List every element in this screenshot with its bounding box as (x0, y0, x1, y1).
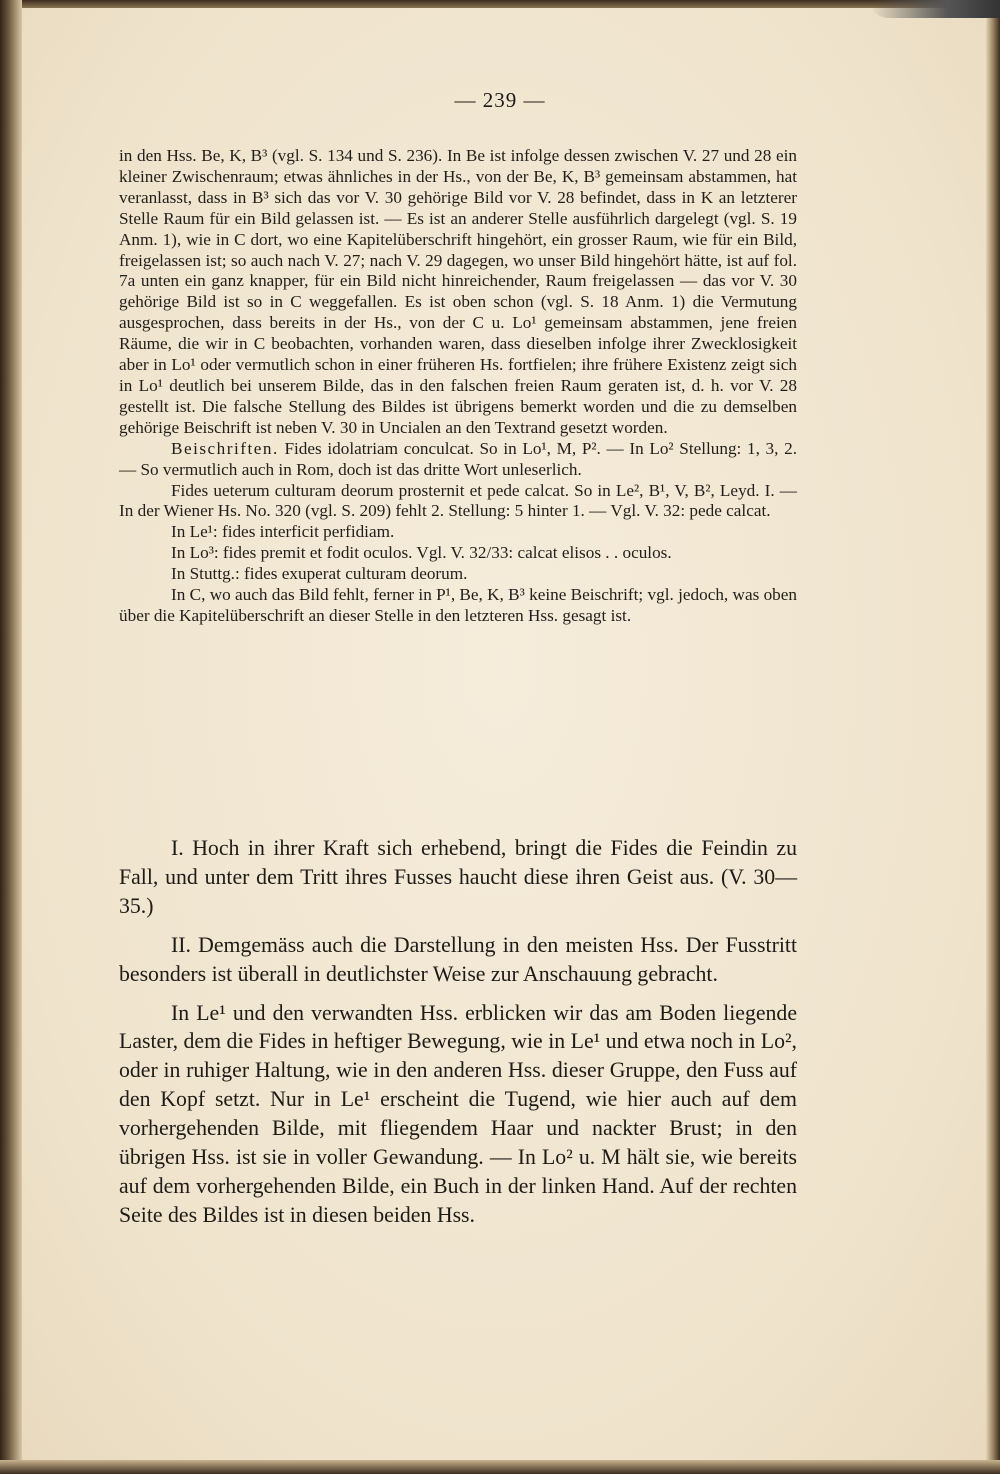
beischrift-line: Fides ueterum culturam deorum prosternit et pede calcat. So in Le², B¹, V, B², Leyd. I. — In der Wiener Hs. No. 320 (vgl. S. 209) fehlt 2. Stellung: 5 hinter 1. — Vgl. V. 32: pede calcat. (119, 480, 797, 521)
main-text-block (119, 834, 797, 1230)
main-paragraph-1: I. Hoch in ihrer Kraft sich erhebend, bringt die Fides die Feindin zu Fall, und unter dem Tritt ihres Fusses haucht diese ihren Geist aus. (V. 30—35.) (119, 836, 797, 918)
beischriften-first: Fides idolatriam conculcat. So in Lo¹, M, P². — In Lo² Stellung: 1, 3, 2. — So vermutlich auch in Rom, doch ist das dritte Wort unleserlich. (119, 438, 798, 479)
beischriften-paragraph (119, 439, 797, 481)
corner-shadow (870, 0, 1000, 18)
beischriften-heading: Beischriften. (171, 438, 279, 458)
main-paragraph-3: In Le¹ und den verwandten Hss. erblicken wir das am Boden liegende Laster, dem die Fides in heftiger Bewegung, wie in Le¹ und etwa noch in Lo², oder in ruhiger Haltung, wie in den anderen Hss. dieser Gruppe, den Fuss auf den Kopf setzt. Nur in Le¹ erscheint die Tugend, wie hier auch auf dem vorhergehenden Bilde, mit fliegendem Haar und nackter Brust; in den übrigen Hss. ist sie in voller Gewandung. — In Lo² u. M hält sie, wie bereits auf dem vorhergehenden Bilde, ein Buch in der linken Hand. Auf der rechten Seite des Bildes ist in diesen beiden Hss. (119, 1000, 797, 1227)
footnote-block (119, 146, 797, 627)
beischrift-line: In C, wo auch das Bild fehlt, ferner in P¹, Be, K, B³ keine Beischrift; vgl. jedoch, was oben über die Kapitelüberschrift an dieser Stelle in den letzteren Hss. gesagt ist. (119, 585, 797, 625)
page-edge-bottom (0, 1460, 1000, 1474)
page-edge-right (986, 0, 1000, 1474)
page-number: — 239 — (454, 88, 546, 112)
footnote-paragraph: in den Hss. Be, K, B³ (vgl. S. 134 und S. 236). In Be ist infolge dessen zwischen V. 27 und 28 ein kleiner Zwischenraum; etwas ähnliches in der Hs., von der Be, K, B³ gemeinsam abstammen, hat veranlasst, dass in B³ sich das vor V. 30 gehörige Bild vor V. 28 befindet, dass in K an letzterer Stelle Raum für ein Bild gelassen ist. — Es ist an anderer Stelle ausführlich dargelegt (vgl. S. 19 Anm. 1), wie in C dort, wo eine Kapitelüberschrift hingehört, ein grosser Raum, wie für ein Bild, freigelassen ist; so auch nach V. 27; nach V. 29 dagegen, wo unser Bild hingehört hätte, ist auf fol. 7a unten ein ganz knapper, für ein Bild nicht hinreichender, Raum freigelassen — das vor V. 30 gehörige Bild ist so in C weggefallen. Es ist oben schon (vgl. S. 18 Anm. 1) die Vermutung ausgesprochen, dass bereits in der Hs., von der C u. Lo¹ gemeinsam abstammen, jene freien Räume, die wir in C beobachten, vorhanden waren, dass dieselben infolge ihrer Zwecklosigkeit aber in Lo¹ oder vermutlich schon in einer früheren Hs. fortfielen; ihre frühere Existenz zeigt sich in Lo¹ deutlich bei unserem Bilde, das in den falschen freien Raum geraten ist, d. h. vor V. 28 gestellt ist. Die falsche Stellung des Bildes ist übrigens bemerkt worden und die zu demselben gehörige Beischrift ist neben V. 30 in Uncialen an den Textrand gesetzt worden. (119, 146, 797, 437)
main-paragraph-2: II. Demgemäss auch die Darstellung in den meisten Hss. Der Fusstritt besonders ist überall in deutlichster Weise zur Anschauung gebracht. (119, 932, 797, 986)
beischrift-line: In Le¹: fides interficit perfidiam. (171, 522, 395, 542)
page-edge-top (0, 0, 1000, 8)
beischrift-line: In Lo³: fides premit et fodit oculos. Vgl. V. 32/33: calcat elisos . . oculos. (171, 543, 672, 563)
beischrift-line: In Stuttg.: fides exuperat culturam deorum. (171, 564, 468, 584)
page-binding-edge (0, 0, 22, 1474)
